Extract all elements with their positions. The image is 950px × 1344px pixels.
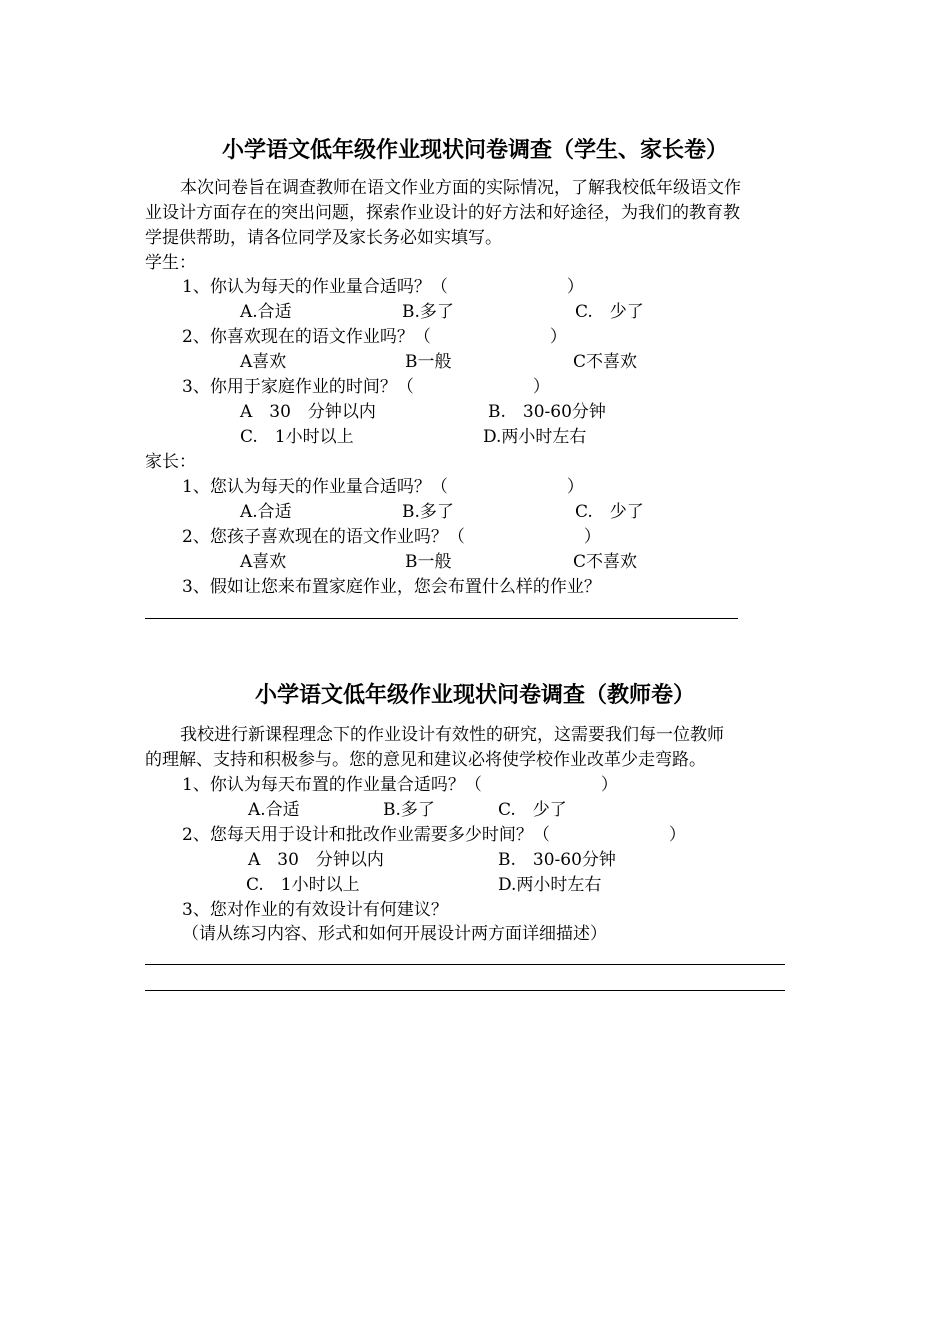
- parent-question-1: 1、您认为每天的作业量合适吗？（ ）: [182, 477, 584, 497]
- option-c[interactable]: C. 少了: [498, 800, 567, 820]
- teacher-intro-line-1: 我校进行新课程理念下的作业设计有效性的研究，这需要我们每一位教师: [180, 725, 724, 745]
- option-c[interactable]: C. 少了: [575, 302, 644, 322]
- survey-title-teacher: 小学语文低年级作业现状问卷调查（教师卷）: [254, 683, 695, 708]
- option-c[interactable]: C. 1小时以上: [240, 427, 354, 447]
- option-a[interactable]: A喜欢: [240, 352, 287, 372]
- answer-line[interactable]: [145, 964, 785, 965]
- intro-line-2: 业设计方面存在的突出问题，探索作业设计的好方法和好途径，为我们的教育教: [145, 203, 740, 223]
- answer-line[interactable]: [145, 618, 738, 619]
- option-b[interactable]: B.多了: [402, 302, 454, 322]
- option-d[interactable]: D.两小时左右: [483, 427, 587, 447]
- option-c[interactable]: C不喜欢: [573, 352, 638, 372]
- option-c[interactable]: C不喜欢: [573, 552, 638, 572]
- answer-line[interactable]: [145, 990, 785, 991]
- student-question-1: 1、你认为每天的作业量合适吗？（ ）: [182, 277, 584, 297]
- option-a[interactable]: A 30 分钟以内: [240, 402, 376, 422]
- teacher-intro-line-2: 的理解、支持和积极参与。您的意见和建议必将使学校作业改革少走弯路。: [145, 750, 706, 770]
- option-b[interactable]: B. 30-60分钟: [498, 850, 616, 870]
- option-b[interactable]: B.多了: [383, 800, 435, 820]
- option-a[interactable]: A喜欢: [240, 552, 287, 572]
- option-a[interactable]: A 30 分钟以内: [248, 850, 384, 870]
- teacher-question-2: 2、您每天用于设计和批改作业需要多少时间？（ ）: [182, 825, 686, 845]
- option-d[interactable]: D.两小时左右: [498, 875, 602, 895]
- student-question-3: 3、你用于家庭作业的时间？（ ）: [182, 377, 550, 397]
- intro-line-1: 本次问卷旨在调查教师在语文作业方面的实际情况，了解我校低年级语文作: [180, 178, 741, 198]
- option-b[interactable]: B一般: [405, 552, 452, 572]
- parent-question-2: 2、您孩子喜欢现在的语文作业吗？（ ）: [182, 527, 601, 547]
- teacher-note: （请从练习内容、形式和如何开展设计两方面详细描述）: [182, 924, 607, 944]
- option-a[interactable]: A.合适: [240, 302, 292, 322]
- option-a[interactable]: A.合适: [248, 800, 300, 820]
- intro-line-3: 学提供帮助，请各位同学及家长务必如实填写。: [145, 228, 502, 248]
- option-b[interactable]: B. 30-60分钟: [488, 402, 606, 422]
- student-label: 学生：: [145, 253, 196, 273]
- parent-label: 家长：: [145, 452, 196, 472]
- parent-question-3: 3、假如让您来布置家庭作业，您会布置什么样的作业？: [182, 577, 601, 597]
- option-c[interactable]: C. 少了: [575, 502, 644, 522]
- survey-title-student-parent: 小学语文低年级作业现状问卷调查（学生、家长卷）: [221, 138, 728, 163]
- teacher-question-3: 3、您对作业的有效设计有何建议？: [182, 900, 448, 920]
- option-a[interactable]: A.合适: [240, 502, 292, 522]
- student-question-2: 2、你喜欢现在的语文作业吗？（ ）: [182, 327, 567, 347]
- teacher-question-1: 1、你认为每天布置的作业量合适吗？（ ）: [182, 775, 618, 795]
- option-c[interactable]: C. 1小时以上: [246, 875, 360, 895]
- option-b[interactable]: B一般: [405, 352, 452, 372]
- option-b[interactable]: B.多了: [402, 502, 454, 522]
